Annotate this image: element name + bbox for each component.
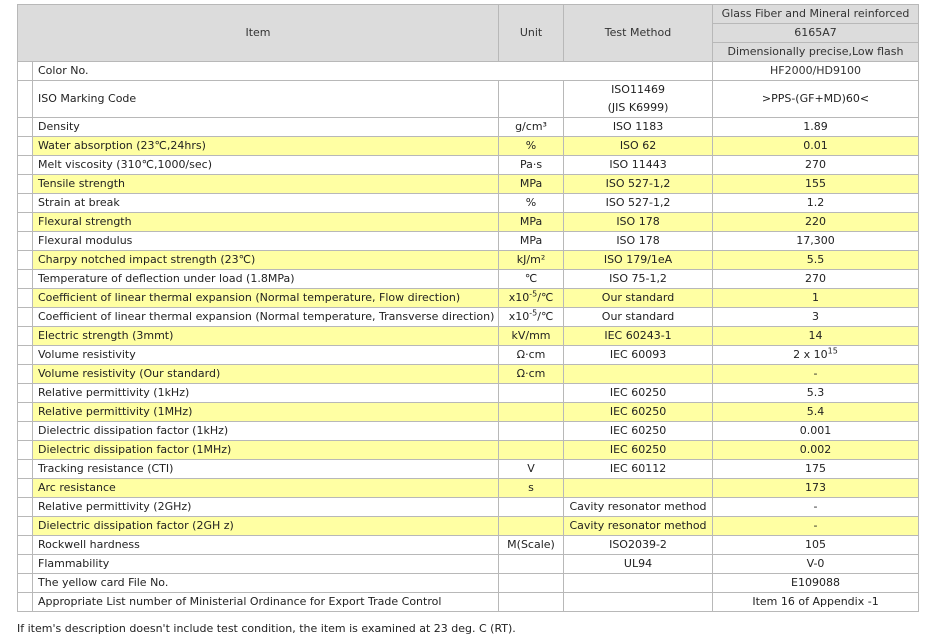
property-name: Volume resistivity <box>33 346 499 365</box>
property-method: ISO 178 <box>564 213 713 232</box>
table-row <box>18 460 919 479</box>
property-name: Appropriate List number of Ministerial Ordinance for Export Trade Control <box>33 593 499 612</box>
table-row <box>18 441 919 460</box>
row-marker <box>18 81 33 118</box>
header-row-1 <box>18 5 919 24</box>
row-marker <box>18 403 33 422</box>
unit-base: x10 <box>508 310 530 323</box>
property-value: 5.4 <box>713 403 919 422</box>
table-row <box>18 194 919 213</box>
row-marker <box>18 517 33 536</box>
row-marker <box>18 479 33 498</box>
property-unit <box>499 384 564 403</box>
table-row <box>18 384 919 403</box>
color-label: Color No. <box>33 62 713 81</box>
property-method: ISO 62 <box>564 137 713 156</box>
property-method: ISO 75-1,2 <box>564 270 713 289</box>
table-row <box>18 517 919 536</box>
value-base: 2 x 10 <box>793 348 828 361</box>
property-method: ISO 527-1,2 <box>564 175 713 194</box>
property-method: ISO 178 <box>564 232 713 251</box>
property-method: Our standard <box>564 308 713 327</box>
property-unit: Ω·cm <box>499 346 564 365</box>
property-unit <box>499 403 564 422</box>
property-unit: kJ/m² <box>499 251 564 270</box>
row-marker <box>18 232 33 251</box>
property-method: ISO2039-2 <box>564 536 713 555</box>
property-unit <box>499 308 564 327</box>
property-unit: kV/mm <box>499 327 564 346</box>
property-value: 1 <box>713 289 919 308</box>
header-unit: Unit <box>499 5 564 62</box>
row-marker <box>18 137 33 156</box>
property-name: Relative permittivity (1kHz) <box>33 384 499 403</box>
property-value: 1.89 <box>713 118 919 137</box>
row-marker <box>18 422 33 441</box>
property-value: 175 <box>713 460 919 479</box>
table-row <box>18 175 919 194</box>
property-method <box>564 479 713 498</box>
property-value <box>713 346 919 365</box>
unit-base: x10 <box>508 291 530 304</box>
property-name: Temperature of deflection under load (1.8MPa) <box>33 270 499 289</box>
property-value: 5.5 <box>713 251 919 270</box>
row-marker <box>18 194 33 213</box>
property-method: ISO 11443 <box>564 156 713 175</box>
property-value: - <box>713 517 919 536</box>
row-marker <box>18 308 33 327</box>
footnote: If item's description doesn't include test condition, the item is examined at 23 deg. C (RT). <box>17 622 516 635</box>
property-unit <box>499 289 564 308</box>
row-marker <box>18 593 33 612</box>
property-method: ISO 1183 <box>564 118 713 137</box>
property-value: E109088 <box>713 574 919 593</box>
property-value: - <box>713 365 919 384</box>
property-value: 1.2 <box>713 194 919 213</box>
iso-marking-method-line1: ISO11469 <box>611 83 665 96</box>
property-method: IEC 60250 <box>564 403 713 422</box>
property-name: Coefficient of linear thermal expansion (Normal temperature, Transverse direction) <box>33 308 499 327</box>
property-value: Item 16 of Appendix -1 <box>713 593 919 612</box>
table-row <box>18 308 919 327</box>
table-row <box>18 232 919 251</box>
table-row <box>18 62 919 81</box>
property-method: ISO 179/1eA <box>564 251 713 270</box>
header-item: Item <box>18 5 499 62</box>
row-marker <box>18 555 33 574</box>
row-marker <box>18 365 33 384</box>
property-value: - <box>713 498 919 517</box>
property-value: 17,300 <box>713 232 919 251</box>
row-marker <box>18 213 33 232</box>
property-name: Tensile strength <box>33 175 499 194</box>
property-value: 0.01 <box>713 137 919 156</box>
property-name: Arc resistance <box>33 479 499 498</box>
property-method: Our standard <box>564 289 713 308</box>
table-row <box>18 403 919 422</box>
iso-marking-value: >PPS-(GF+MD)60< <box>713 81 919 118</box>
property-unit: MPa <box>499 232 564 251</box>
property-unit: Pa·s <box>499 156 564 175</box>
iso-marking-method <box>564 81 713 118</box>
property-unit: ℃ <box>499 270 564 289</box>
table-row <box>18 118 919 137</box>
row-marker <box>18 574 33 593</box>
row-marker <box>18 384 33 403</box>
property-unit: V <box>499 460 564 479</box>
property-method: ISO 527-1,2 <box>564 194 713 213</box>
table-row <box>18 479 919 498</box>
property-unit: Ω·cm <box>499 365 564 384</box>
header-grade: 6165A7 <box>713 24 919 43</box>
property-table <box>17 4 919 612</box>
property-method <box>564 365 713 384</box>
property-method: IEC 60112 <box>564 460 713 479</box>
header-grade-desc: Dimensionally precise,Low flash <box>713 43 919 62</box>
table-row <box>18 536 919 555</box>
property-name: Melt viscosity (310℃,1000/sec) <box>33 156 499 175</box>
property-method <box>564 593 713 612</box>
iso-marking-label: ISO Marking Code <box>33 81 499 118</box>
property-unit: MPa <box>499 175 564 194</box>
row-marker <box>18 289 33 308</box>
property-name: Flexural modulus <box>33 232 499 251</box>
property-unit <box>499 574 564 593</box>
row-marker <box>18 156 33 175</box>
row-marker <box>18 536 33 555</box>
property-value: 105 <box>713 536 919 555</box>
property-value: 270 <box>713 156 919 175</box>
table-row <box>18 289 919 308</box>
property-unit: % <box>499 194 564 213</box>
table-row <box>18 593 919 612</box>
property-name: Rockwell hardness <box>33 536 499 555</box>
property-value: 3 <box>713 308 919 327</box>
row-marker <box>18 460 33 479</box>
table-row <box>18 365 919 384</box>
property-name: Electric strength (3mmt) <box>33 327 499 346</box>
row-marker <box>18 327 33 346</box>
property-name: Flexural strength <box>33 213 499 232</box>
table-row <box>18 346 919 365</box>
property-unit: MPa <box>499 213 564 232</box>
property-name: Charpy notched impact strength (23℃) <box>33 251 499 270</box>
unit-exponent: -5 <box>529 289 538 299</box>
property-method <box>564 574 713 593</box>
property-value: 270 <box>713 270 919 289</box>
property-method: Cavity resonator method <box>564 517 713 536</box>
property-value: 155 <box>713 175 919 194</box>
property-method: Cavity resonator method <box>564 498 713 517</box>
color-value: HF2000/HD9100 <box>713 62 919 81</box>
unit-tail: /℃ <box>537 310 554 323</box>
table-row <box>18 270 919 289</box>
property-unit: % <box>499 137 564 156</box>
property-name: Dielectric dissipation factor (2GH z) <box>33 517 499 536</box>
property-method: IEC 60243-1 <box>564 327 713 346</box>
property-unit <box>499 422 564 441</box>
table-row <box>18 251 919 270</box>
table-row <box>18 555 919 574</box>
property-method: IEC 60250 <box>564 441 713 460</box>
unit-exponent: -5 <box>529 308 538 318</box>
row-marker <box>18 175 33 194</box>
property-unit <box>499 555 564 574</box>
property-name: Volume resistivity (Our standard) <box>33 365 499 384</box>
property-unit <box>499 498 564 517</box>
row-marker <box>18 498 33 517</box>
table-row <box>18 327 919 346</box>
property-name: Coefficient of linear thermal expansion (Normal temperature, Flow direction) <box>33 289 499 308</box>
table-row <box>18 422 919 441</box>
property-name: Dielectric dissipation factor (1MHz) <box>33 441 499 460</box>
property-name: Tracking resistance (CTI) <box>33 460 499 479</box>
property-name: Relative permittivity (1MHz) <box>33 403 499 422</box>
table-row <box>18 156 919 175</box>
property-value: 0.001 <box>713 422 919 441</box>
table-row <box>18 498 919 517</box>
property-unit <box>499 593 564 612</box>
property-name: The yellow card File No. <box>33 574 499 593</box>
property-method: IEC 60093 <box>564 346 713 365</box>
value-exponent: 15 <box>827 346 838 356</box>
unit-tail: /℃ <box>537 291 554 304</box>
property-value: 220 <box>713 213 919 232</box>
property-unit: g/cm³ <box>499 118 564 137</box>
property-method: IEC 60250 <box>564 422 713 441</box>
property-unit <box>499 517 564 536</box>
header-test-method: Test Method <box>564 5 713 62</box>
property-name: Water absorption (23℃,24hrs) <box>33 137 499 156</box>
property-method: UL94 <box>564 555 713 574</box>
row-marker <box>18 270 33 289</box>
property-name: Flammability <box>33 555 499 574</box>
property-name: Relative permittivity (2GHz) <box>33 498 499 517</box>
table-row <box>18 81 919 118</box>
header-grade-family: Glass Fiber and Mineral reinforced <box>713 5 919 24</box>
property-unit <box>499 441 564 460</box>
property-unit: M(Scale) <box>499 536 564 555</box>
property-value: 5.3 <box>713 384 919 403</box>
row-marker <box>18 118 33 137</box>
table-row <box>18 574 919 593</box>
property-name: Density <box>33 118 499 137</box>
table-row <box>18 137 919 156</box>
iso-marking-method-line2: (JIS K6999) <box>607 101 669 114</box>
property-method: IEC 60250 <box>564 384 713 403</box>
property-value: 173 <box>713 479 919 498</box>
row-marker <box>18 441 33 460</box>
property-value: 14 <box>713 327 919 346</box>
iso-marking-unit <box>499 81 564 118</box>
property-unit: s <box>499 479 564 498</box>
property-value: V-0 <box>713 555 919 574</box>
table-row <box>18 213 919 232</box>
property-name: Strain at break <box>33 194 499 213</box>
row-marker <box>18 251 33 270</box>
property-name: Dielectric dissipation factor (1kHz) <box>33 422 499 441</box>
property-value: 0.002 <box>713 441 919 460</box>
row-marker <box>18 346 33 365</box>
row-marker <box>18 62 33 81</box>
